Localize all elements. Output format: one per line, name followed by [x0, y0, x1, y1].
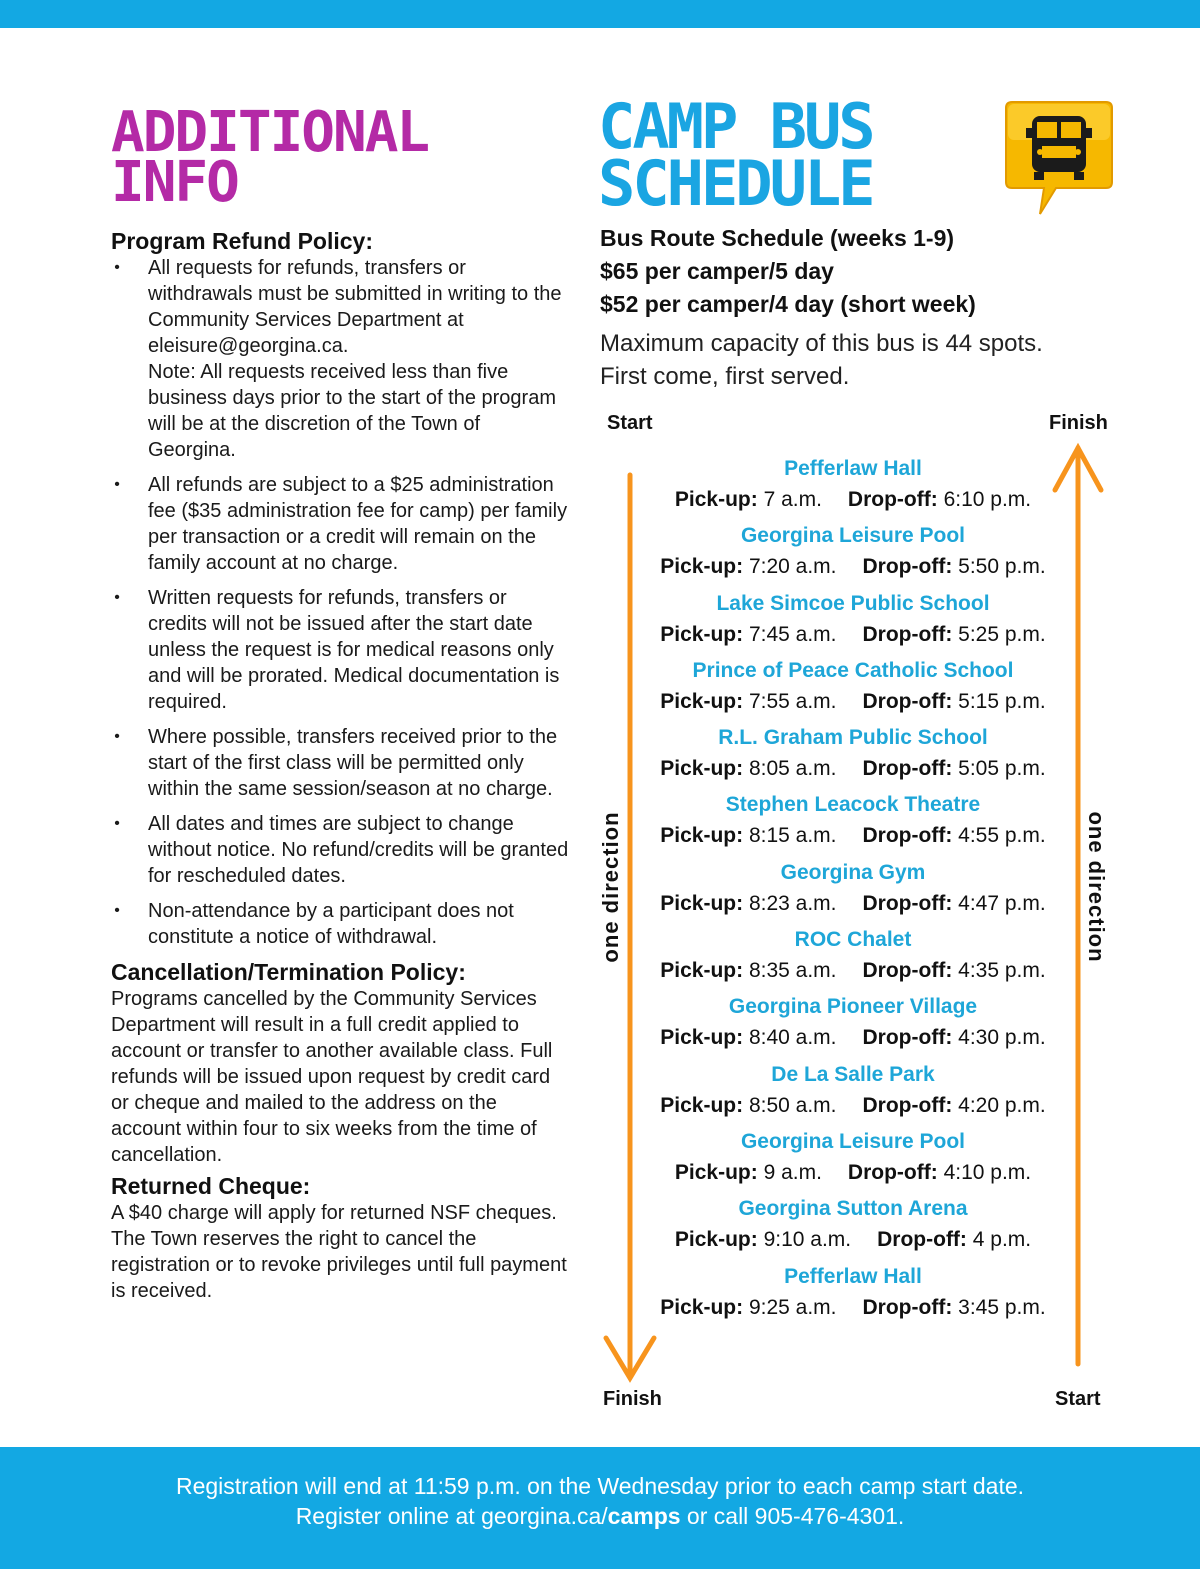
list-item — [640, 791, 1066, 858]
returned-cheque-title: Returned Cheque: — [111, 1173, 311, 1199]
cancellation-policy-text: Programs cancelled by the Community Services Department will result in a full credit applied to account or transfer to another available class. Full refunds will be issued upon request by credit card or cheque and mailed to the address on the account within four to six weeks from the time of cancellation. — [111, 988, 553, 1166]
refund-item-text: All refunds are subject to a $25 administration fee ($35 administration fee for camp) per family per transaction or a credit will remain on the family account at no charge. — [148, 474, 568, 574]
dropoff-time: 5:25 p.m. — [958, 622, 1046, 646]
pickup-label: Pick-up: — [660, 891, 744, 915]
stop-times — [640, 887, 1066, 921]
dropoff-label: Drop-off: — [862, 959, 953, 983]
direction-label-right: one direction — [1084, 811, 1109, 963]
registration-contact — [0, 1501, 1200, 1531]
stop-name: R.L. Graham Public School — [718, 726, 988, 750]
list-item — [111, 898, 571, 950]
stop-name: Pefferlaw Hall — [784, 457, 922, 480]
pickup-label: Pick-up: — [660, 757, 744, 781]
stop-name: Lake Simcoe Public School — [716, 591, 990, 615]
camps-link[interactable]: camps — [607, 1503, 681, 1529]
pickup-label: Pick-up: — [660, 555, 744, 579]
stop-name: Georgina Sutton Arena — [738, 1197, 968, 1221]
pickup-time: 7:45 a.m. — [748, 622, 837, 646]
list-item — [640, 455, 1066, 522]
top-color-band — [0, 0, 1200, 28]
stop-times — [640, 1291, 1066, 1325]
dropoff-label: Drop-off: — [847, 488, 938, 511]
pickup-time: 8:50 a.m. — [748, 1093, 837, 1117]
refund-item-text: Where possible, transfers received prior to the start of the first class will be permitted only within the same session/season at no charge. — [148, 726, 558, 800]
route-weeks: Bus Route Schedule (weeks 1-9) — [600, 225, 955, 251]
list-item — [640, 1263, 1066, 1330]
refund-item-text: Non-attendance by a participant does not constitute a notice of withdrawal. — [148, 900, 514, 948]
cancellation-policy-title: Cancellation/Termination Policy: — [111, 959, 466, 985]
additional-info-heading: ADDITIONAL INFO — [111, 100, 429, 215]
list-item — [111, 255, 571, 463]
dropoff-label: Drop-off: — [877, 1228, 967, 1252]
capacity-text — [600, 327, 1120, 393]
list-item — [640, 657, 1066, 724]
list-item — [640, 724, 1066, 791]
dropoff-time: 5:15 p.m. — [958, 689, 1046, 713]
stop-name: ROC Chalet — [794, 928, 912, 952]
stop-name: Georgina Gym — [780, 860, 926, 884]
pickup-time: 7:55 a.m. — [748, 689, 837, 713]
school-bus-icon — [1004, 100, 1114, 218]
pickup-time: 9 a.m. — [763, 1160, 822, 1184]
dropoff-label: Drop-off: — [862, 1093, 953, 1117]
refund-note-text: Note: All requests received less than five business days prior to the start of the program will be at the discretion of the Town of Georgina. — [148, 361, 556, 461]
dropoff-time: 4:35 p.m. — [958, 959, 1046, 983]
list-item — [111, 472, 571, 576]
pickup-time: 9:25 a.m. — [748, 1295, 837, 1319]
finish-label-left: Finish — [603, 1388, 662, 1410]
pickup-time: 8:40 a.m. — [748, 1026, 837, 1050]
pickup-label: Pick-up: — [660, 824, 744, 848]
dropoff-label: Drop-off: — [862, 891, 953, 915]
dropoff-label: Drop-off: — [847, 1160, 938, 1184]
pickup-time: 8:23 a.m. — [748, 891, 837, 915]
list-item — [640, 993, 1066, 1060]
stop-name: Georgina Leisure Pool — [740, 524, 966, 548]
dropoff-time: 3:45 p.m. — [958, 1295, 1046, 1319]
list-item — [640, 926, 1066, 993]
camp-bus-schedule-heading: CAMP BUS SCHEDULE — [598, 90, 873, 220]
route-info — [600, 222, 1120, 393]
pickup-time: 8:35 a.m. — [748, 959, 837, 983]
stop-name: De La Salle Park — [771, 1062, 935, 1086]
dropoff-time: 4:30 p.m. — [958, 1026, 1046, 1050]
stop-name: Stephen Leacock Theatre — [725, 793, 981, 817]
bullet-icon: • — [114, 902, 120, 919]
stop-times — [640, 752, 1066, 786]
dropoff-time: 4:47 p.m. — [958, 891, 1046, 915]
list-item — [111, 585, 571, 715]
start-label-right: Start — [1055, 1388, 1101, 1410]
bullet-icon: • — [114, 815, 120, 832]
stop-name: Georgina Pioneer Village — [728, 995, 978, 1019]
direction-label-left: one direction — [598, 811, 623, 963]
list-item — [640, 1195, 1066, 1262]
list-item — [640, 590, 1066, 657]
registration-deadline: Registration will end at 11:59 p.m. on the Wednesday prior to each camp start date. — [175, 1473, 1025, 1499]
dropoff-label: Drop-off: — [862, 1026, 953, 1050]
bullet-icon: • — [114, 728, 120, 745]
list-item — [111, 811, 571, 889]
dropoff-label: Drop-off: — [862, 824, 953, 848]
returned-cheque-text: A $40 charge will apply for returned NSF cheques. The Town reserves the right to cancel the registration or to revoke privileges until full payment is received. — [111, 1202, 567, 1302]
pickup-label: Pick-up: — [660, 1026, 744, 1050]
list-item — [111, 724, 571, 802]
pickup-time: 9:10 a.m. — [763, 1228, 852, 1252]
dropoff-label: Drop-off: — [862, 1295, 953, 1319]
refund-policy-title: Program Refund Policy: — [111, 228, 373, 254]
capacity-line: Maximum capacity of this bus is 44 spots. — [600, 330, 1043, 357]
list-item — [640, 859, 1066, 926]
register-phone-suffix: or call 905-476-4301. — [680, 1503, 905, 1529]
pickup-label: Pick-up: — [674, 1228, 758, 1252]
list-item — [640, 1061, 1066, 1128]
dropoff-time: 4:55 p.m. — [958, 824, 1046, 848]
first-come-line: First come, first served. — [600, 363, 850, 390]
stop-name: Prince of Peace Catholic School — [692, 658, 1014, 682]
stop-times — [640, 1223, 1066, 1257]
stop-times — [640, 483, 1066, 517]
dropoff-label: Drop-off: — [862, 757, 953, 781]
pickup-label: Pick-up: — [660, 1093, 744, 1117]
refund-policy-list — [111, 255, 571, 950]
stop-times — [640, 954, 1066, 988]
bus-stop-list — [640, 455, 1066, 1330]
pickup-time: 7:20 a.m. — [748, 555, 837, 579]
bullet-icon: • — [114, 589, 120, 606]
stop-times — [640, 1021, 1066, 1055]
dropoff-time: 4:10 p.m. — [943, 1160, 1032, 1184]
pickup-time: 8:15 a.m. — [748, 824, 837, 848]
dropoff-time: 5:50 p.m. — [958, 555, 1046, 579]
additional-info-column — [111, 100, 571, 1304]
refund-item-text: All dates and times are subject to change without notice. No refund/credits will be granted for rescheduled dates. — [148, 813, 569, 887]
pickup-label: Pick-up: — [660, 622, 744, 646]
dropoff-time: 4:20 p.m. — [958, 1093, 1046, 1117]
stop-times — [640, 618, 1066, 652]
stop-times — [640, 550, 1066, 584]
list-item — [640, 1128, 1066, 1195]
price-five-day: $65 per camper/5 day — [600, 258, 834, 284]
start-label-left: Start — [607, 412, 653, 434]
stop-name: Pefferlaw Hall — [784, 1264, 922, 1288]
finish-label-right: Finish — [1049, 412, 1108, 434]
refund-item-text: Written requests for refunds, transfers or credits will not be issued after the start date unless the request is for medical reasons only and will be prorated. Medical documentation is required. — [148, 587, 560, 713]
dropoff-label: Drop-off: — [862, 555, 953, 579]
bullet-icon: • — [114, 476, 120, 493]
stop-times — [640, 1156, 1066, 1190]
register-online-prefix: Register online at georgina.ca/ — [295, 1503, 608, 1529]
dropoff-label: Drop-off: — [862, 622, 953, 646]
dropoff-time: 4 p.m. — [972, 1228, 1032, 1252]
refund-item-text: All requests for refunds, transfers or withdrawals must be submitted in writing to the Community Services Department at eleisure@georgina.ca. — [148, 257, 562, 357]
pickup-label: Pick-up: — [674, 488, 758, 511]
stop-times — [640, 1089, 1066, 1123]
pickup-label: Pick-up: — [660, 959, 744, 983]
dropoff-time: 5:05 p.m. — [958, 757, 1046, 781]
pickup-time: 8:05 a.m. — [748, 757, 837, 781]
pickup-time: 7 a.m. — [763, 488, 822, 511]
stop-name: Georgina Leisure Pool — [740, 1129, 966, 1153]
bullet-icon: • — [114, 259, 120, 276]
price-four-day: $52 per camper/4 day (short week) — [600, 291, 976, 317]
stop-times — [640, 685, 1066, 719]
list-item — [640, 522, 1066, 589]
pickup-label: Pick-up: — [660, 1295, 744, 1319]
registration-footer — [0, 1447, 1200, 1569]
stop-times — [640, 819, 1066, 853]
pickup-label: Pick-up: — [674, 1160, 758, 1184]
dropoff-label: Drop-off: — [862, 689, 953, 713]
dropoff-time: 6:10 p.m. — [943, 488, 1032, 511]
pickup-label: Pick-up: — [660, 689, 744, 713]
